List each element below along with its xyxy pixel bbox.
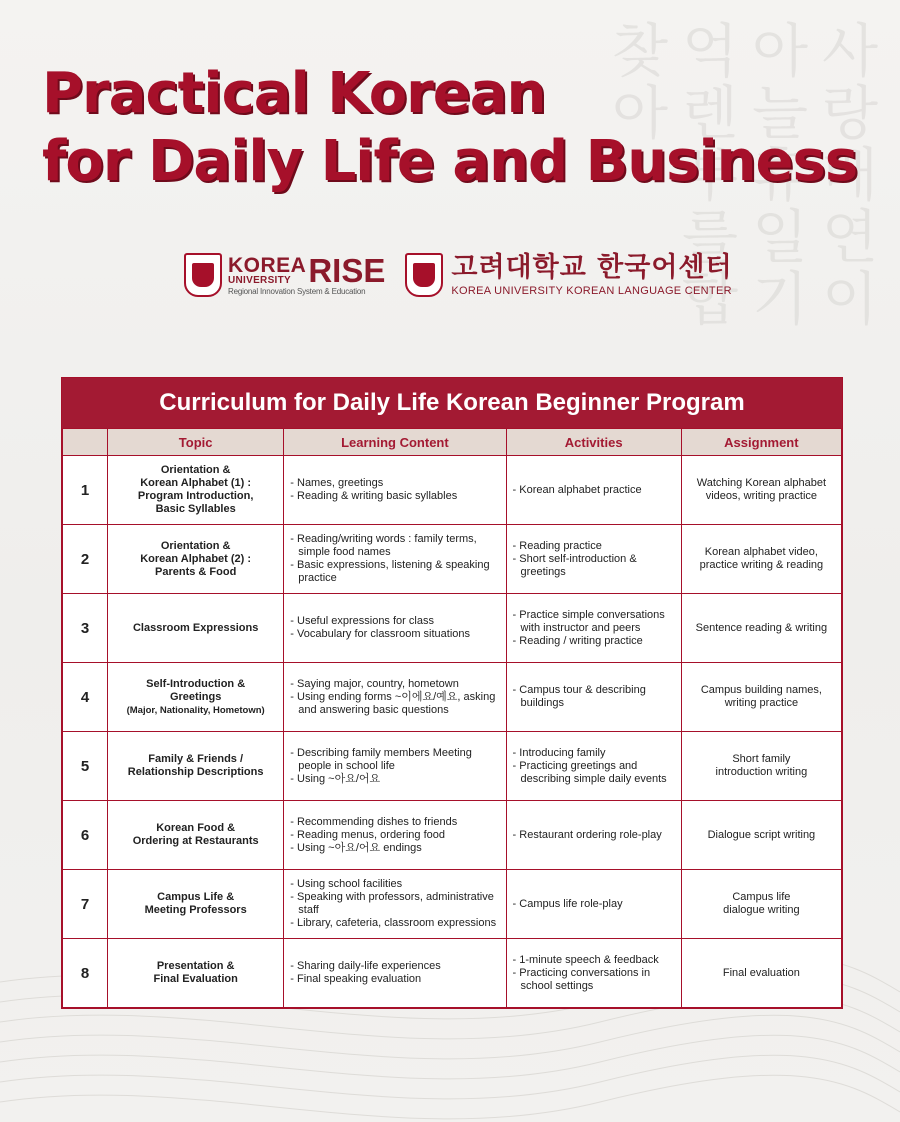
korea-university-crest-icon <box>184 253 222 297</box>
table-row <box>63 801 842 870</box>
row-number: 7 <box>63 870 108 939</box>
list-item: - Short self-introduction & greetings <box>511 553 677 579</box>
learning-content-list <box>288 477 501 503</box>
table-row <box>63 732 842 801</box>
topic-line: Korean Alphabet (2) : <box>140 552 252 565</box>
list-item: - Basic expressions, listening & speaking practice <box>288 559 501 585</box>
column-header-number <box>63 429 108 456</box>
row-learning-content <box>284 732 506 801</box>
assignment-line: Watching Korean alphabet <box>696 477 826 489</box>
topic-line: Korean Food & <box>156 822 236 834</box>
row-learning-content <box>284 870 506 939</box>
korean-language-center-logo <box>405 253 732 297</box>
row-activities <box>506 801 681 870</box>
table-row <box>63 939 842 1008</box>
activities-list <box>511 747 677 786</box>
table-header-row <box>63 429 842 456</box>
title-line-2: for Daily Life and Business <box>42 129 858 194</box>
topic-line: Greetings <box>169 690 222 703</box>
activities-list <box>511 954 677 993</box>
topic-line: Presentation & <box>156 960 235 972</box>
row-topic <box>108 939 284 1008</box>
list-item: - Reading practice <box>511 540 677 553</box>
topic-line: Orientation & <box>160 539 231 552</box>
row-topic <box>108 801 284 870</box>
row-assignment <box>681 870 841 939</box>
row-activities <box>506 456 681 525</box>
column-header-assignment: Assignment <box>681 429 841 456</box>
list-item: - Saying major, country, hometown <box>288 678 501 691</box>
logo-rise-subtitle: Regional Innovation System & Education <box>228 286 366 296</box>
topic-line: Classroom Expressions <box>132 621 259 634</box>
column-header-learning-content: Learning Content <box>284 429 506 456</box>
row-assignment <box>681 939 841 1008</box>
row-number: 6 <box>63 801 108 870</box>
topic-line: Meeting Professors <box>144 904 247 916</box>
assignment-line: practice writing & reading <box>699 559 824 571</box>
list-item: - Introducing family <box>511 747 677 760</box>
column-header-topic: Topic <box>108 429 284 456</box>
row-assignment <box>681 801 841 870</box>
learning-content-list <box>288 816 501 855</box>
topic-line: Orientation & <box>160 464 231 476</box>
activities-list <box>511 684 677 710</box>
logo-university-text: UNIVERSITY <box>228 274 292 286</box>
list-item: - Using ~아요/어요 endings <box>288 842 501 855</box>
row-learning-content <box>284 456 506 525</box>
row-activities <box>506 663 681 732</box>
learning-content-list <box>288 678 501 717</box>
row-number: 2 <box>63 525 108 594</box>
list-item: - Using ending forms ~이에요/예요, asking and answering basic questions <box>288 691 501 717</box>
background-hangul-pattern: 사랑배연이아늘휴일기억렌부를합찾아 <box>601 20 879 330</box>
list-item: - Names, greetings <box>288 477 501 490</box>
list-item: - Reading/writing words : family terms, simple food names <box>288 533 501 559</box>
list-item: - Restaurant ordering role-play <box>511 829 677 842</box>
row-number: 3 <box>63 594 108 663</box>
topic-line: Campus Life & <box>157 891 235 903</box>
list-item: - Using ~아요/어요 <box>288 773 501 786</box>
learning-content-list <box>288 878 501 930</box>
row-topic <box>108 594 284 663</box>
activities-list <box>511 484 677 497</box>
topic-line: Final Evaluation <box>153 973 238 985</box>
row-learning-content <box>284 801 506 870</box>
curriculum-table <box>62 428 842 1008</box>
logo-korea-text: KOREA <box>228 253 307 277</box>
assignment-line: Korean alphabet video, <box>704 546 818 558</box>
list-item: - Describing family members Meeting people in school life <box>288 747 501 773</box>
list-item: - Vocabulary for classroom situations <box>288 628 501 641</box>
list-item: - Reading / writing practice <box>511 635 677 648</box>
list-item: - Recommending dishes to friends <box>288 816 501 829</box>
topic-line: Program Introduction, <box>137 490 254 502</box>
row-topic <box>108 456 284 525</box>
list-item: - Campus tour & describing buildings <box>511 684 677 710</box>
assignment-line: Campus building names, <box>700 684 822 696</box>
learning-content-list <box>288 960 501 986</box>
activities-list <box>511 609 677 648</box>
logo-rise-text: RISE <box>308 251 386 289</box>
row-learning-content <box>284 663 506 732</box>
activities-list <box>511 540 677 579</box>
row-topic <box>108 525 284 594</box>
row-topic <box>108 870 284 939</box>
row-topic <box>108 663 284 732</box>
korea-university-crest-icon <box>405 253 443 297</box>
row-learning-content <box>284 525 506 594</box>
assignment-line: Dialogue script writing <box>707 828 816 841</box>
assignment-line: dialogue writing <box>723 904 800 916</box>
row-number: 5 <box>63 732 108 801</box>
assignment-line: videos, writing practice <box>705 490 818 502</box>
learning-content-list <box>288 747 501 786</box>
row-number: 4 <box>63 663 108 732</box>
row-activities <box>506 939 681 1008</box>
list-item: - Korean alphabet practice <box>511 484 677 497</box>
row-activities <box>506 594 681 663</box>
learning-content-list <box>288 533 501 585</box>
topic-line: Self-Introduction & <box>146 677 246 690</box>
list-item: - Sharing daily-life experiences <box>288 960 501 973</box>
korea-university-rise-logo <box>184 253 385 297</box>
row-activities <box>506 732 681 801</box>
row-learning-content <box>284 594 506 663</box>
table-row <box>63 663 842 732</box>
row-activities <box>506 525 681 594</box>
row-assignment <box>681 732 841 801</box>
activities-list <box>511 829 677 842</box>
list-item: - Practicing conversations in school settings <box>511 967 677 993</box>
list-item: - Practice simple conversations with instructor and peers <box>511 609 677 635</box>
learning-content-list <box>288 615 501 641</box>
list-item: - Useful expressions for class <box>288 615 501 628</box>
assignment-line: Short family <box>732 753 791 765</box>
list-item: - Library, cafeteria, classroom expressions <box>288 917 501 930</box>
topic-line: Parents & Food <box>155 565 237 578</box>
table-row <box>63 525 842 594</box>
row-learning-content <box>284 939 506 1008</box>
list-item: - Practicing greetings and describing simple daily events <box>511 760 677 786</box>
row-assignment <box>681 525 841 594</box>
topic-subtext: (Major, Nationality, Hometown) <box>126 704 265 716</box>
list-item: - Speaking with professors, administrative staff <box>288 891 501 917</box>
row-number: 1 <box>63 456 108 525</box>
assignment-line: writing practice <box>724 697 799 709</box>
klc-english-name: KOREA UNIVERSITY KOREAN LANGUAGE CENTER <box>451 285 732 297</box>
list-item: - Reading & writing basic syllables <box>288 490 501 503</box>
row-number: 8 <box>63 939 108 1008</box>
topic-line: Relationship Descriptions <box>127 766 264 778</box>
logo-row <box>184 250 733 300</box>
row-assignment <box>681 456 841 525</box>
row-assignment <box>681 663 841 732</box>
topic-line: Family & Friends / <box>148 753 244 765</box>
title-line-1: Practical Korean <box>42 61 546 126</box>
column-header-activities: Activities <box>506 429 681 456</box>
assignment-line: Sentence reading & writing <box>695 621 828 634</box>
list-item: - Using school facilities <box>288 878 501 891</box>
table-row <box>63 870 842 939</box>
curriculum-panel <box>61 377 843 1009</box>
assignment-line: introduction writing <box>715 766 808 778</box>
row-assignment <box>681 594 841 663</box>
topic-line: Ordering at Restaurants <box>132 835 259 847</box>
table-row <box>63 594 842 663</box>
activities-list <box>511 898 677 911</box>
assignment-line: Final evaluation <box>722 966 800 979</box>
list-item: - Reading menus, ordering food <box>288 829 501 842</box>
table-row <box>63 456 842 525</box>
curriculum-heading: Curriculum for Daily Life Korean Beginner Program <box>62 378 842 428</box>
page-title <box>42 60 857 196</box>
list-item: - Campus life role-play <box>511 898 677 911</box>
klc-korean-name: 고려대학교 한국어센터 <box>451 252 733 283</box>
topic-line: Korean Alphabet (1) : <box>140 477 252 489</box>
list-item: - 1-minute speech & feedback <box>511 954 677 967</box>
assignment-line: Campus life <box>732 891 791 903</box>
list-item: - Final speaking evaluation <box>288 973 501 986</box>
topic-line: Basic Syllables <box>155 503 236 515</box>
row-activities <box>506 870 681 939</box>
row-topic <box>108 732 284 801</box>
curriculum-table-body <box>63 456 842 1008</box>
